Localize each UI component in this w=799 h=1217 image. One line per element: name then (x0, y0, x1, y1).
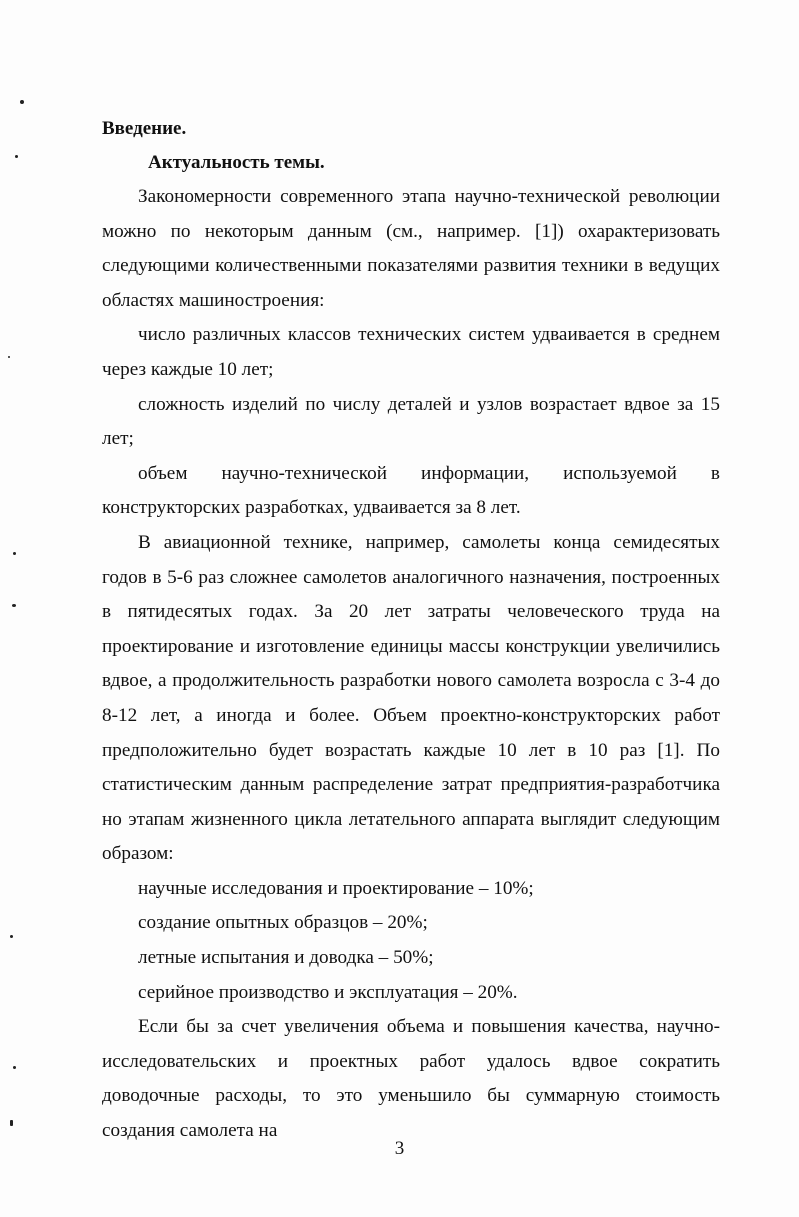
paragraph: Если бы за счет увеличения объема и повышения качества, научно-исследовательских и проектных работ удалось вдвое сократить доводочные расходы, то это уменьшило бы суммарную стоимость создания самолета на (102, 1016, 720, 1142)
cost-list-item: создание опытных образцов – 20%; (138, 912, 428, 934)
scan-speck (12, 604, 16, 607)
paragraph: число различных классов технических систем удваивается в среднем через каждые 10 лет; (102, 324, 720, 380)
section-subheading: Актуальность темы. (148, 152, 325, 173)
paragraph: В авиационной технике, например, самолеты конца семидесятых годов в 5-6 раз сложнее самолетов аналогичного назначения, построенных в пятидесятых годах. За 20 лет затраты человеческого труда на проектирование и изготовление единицы массы конструкции увеличились вдвое, а продолжительность разработки нового самолета возросла с 3-4 до 8-12 лет, а иногда и более. Объем проектно-конструкторских работ предположительно будет возрастать каждые 10 лет в 10 раз [1]. По статистическим данным распределение затрат предприятия-разработчика но этапам жизненного цикла летательного аппарата выглядит следующим образом: (102, 531, 720, 865)
cost-list-item: научные исследования и проектирование – 10%; (138, 877, 534, 899)
paragraph: объем научно-технической информации, используемой в конструкторских разработках, удваивается за 8 лет. (102, 462, 720, 519)
cost-list-item: летные испытания и доводка – 50%; (138, 947, 434, 969)
scan-speck (13, 552, 16, 555)
scan-speck (20, 100, 24, 104)
paragraph: Закономерности современного этапа научно-технической революции можно по некоторым данным (см., например. [1]) охарактеризовать следующими количественными показателями развития техники в ведущих областях машиностроения: (102, 186, 720, 311)
section-heading: Введение. (102, 118, 187, 139)
scan-speck (15, 155, 18, 158)
scan-speck (13, 1066, 16, 1069)
cost-list-item: серийное производство и эксплуатация – 20%. (138, 981, 518, 1003)
page-number: 3 (394, 1138, 405, 1159)
scan-speck (8, 356, 10, 358)
scan-speck (10, 1120, 13, 1126)
document-body (102, 112, 720, 1149)
scan-speck (10, 935, 13, 938)
paragraph: сложность изделий по числу деталей и узлов возрастает вдвое за 15 лет; (102, 393, 720, 450)
